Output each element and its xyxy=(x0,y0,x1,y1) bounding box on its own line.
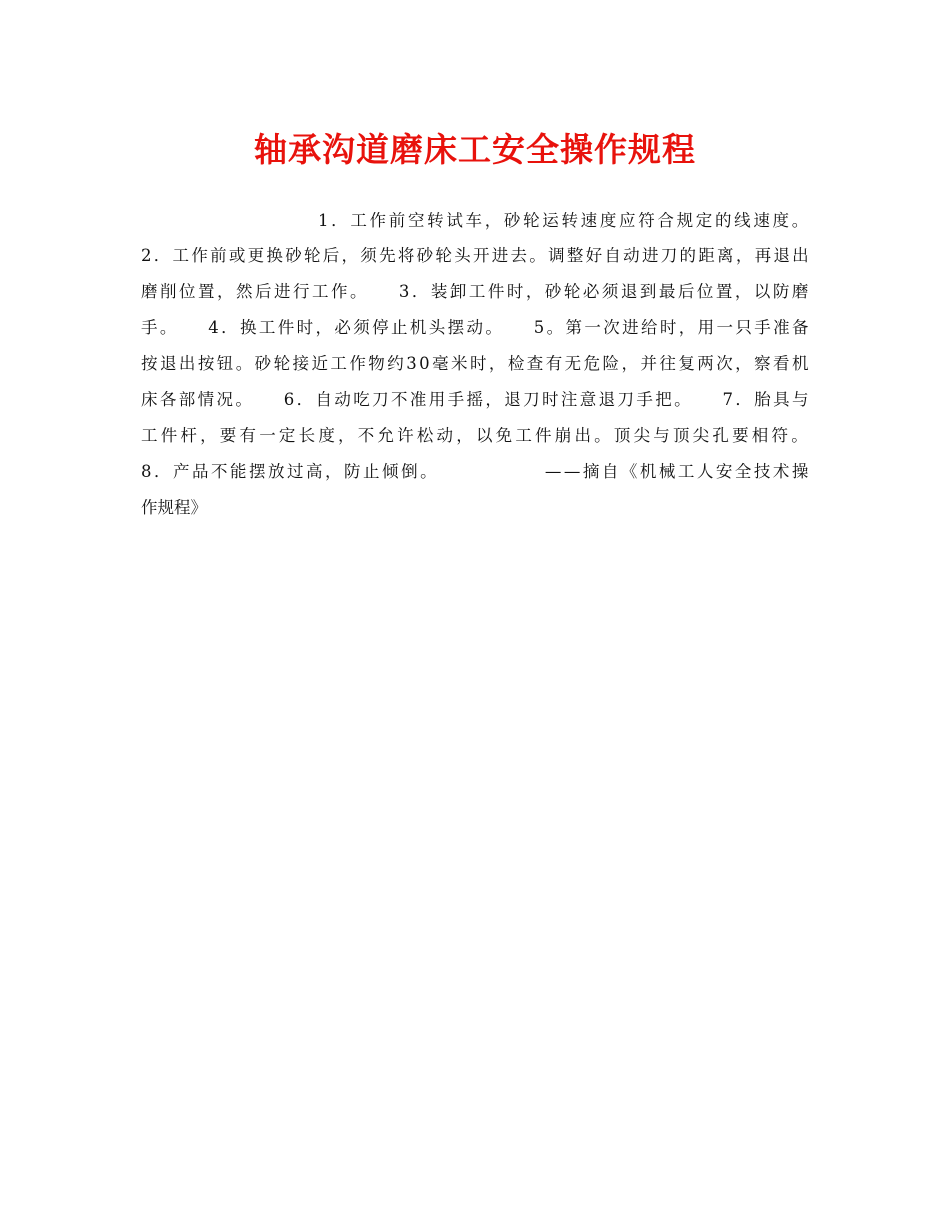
document-title: 轴承沟道磨床工安全操作规程 xyxy=(254,130,696,169)
body-line-text: 磨削位置，然后进行工作。 3．装卸工件时，砂轮必须退到最后位置，以防磨 xyxy=(141,282,811,301)
body-line xyxy=(141,385,811,415)
body-line xyxy=(141,349,811,379)
body-line-text: 工件杆，要有一定长度，不允许松动，以免工件崩出。顶尖与顶尖孔要相符。 xyxy=(141,426,811,445)
body-line-text: 床各部情况。 6．自动吃刀不准用手摇，退刀时注意退刀手把。 7．胎具与 xyxy=(141,390,811,409)
body-line xyxy=(141,457,811,487)
body-line xyxy=(141,493,811,523)
body-line-text: 1．工作前空转试车，砂轮运转速度应符合规定的线速度。 xyxy=(318,211,811,230)
body-line xyxy=(141,277,811,307)
body-line xyxy=(141,313,811,343)
body-line xyxy=(141,241,811,271)
body-line-text: 8．产品不能摆放过高，防止倾倒。 ——摘自《机械工人安全技术操 xyxy=(141,462,811,481)
body-line xyxy=(141,421,811,451)
body-line-text: 手。 4．换工件时，必须停止机头摆动。 5。第一次进给时，用一只手准备 xyxy=(141,318,811,337)
body-line-text: 2．工作前或更换砂轮后，须先将砂轮头开进去。调整好自动进刀的距离，再退出 xyxy=(141,246,811,265)
body-line xyxy=(141,206,811,236)
body-line-text: 按退出按钮。砂轮接近工作物约30毫米时，检查有无危险，并往复两次，察看机 xyxy=(141,354,811,373)
body-line-text: 作规程》 xyxy=(141,498,207,517)
